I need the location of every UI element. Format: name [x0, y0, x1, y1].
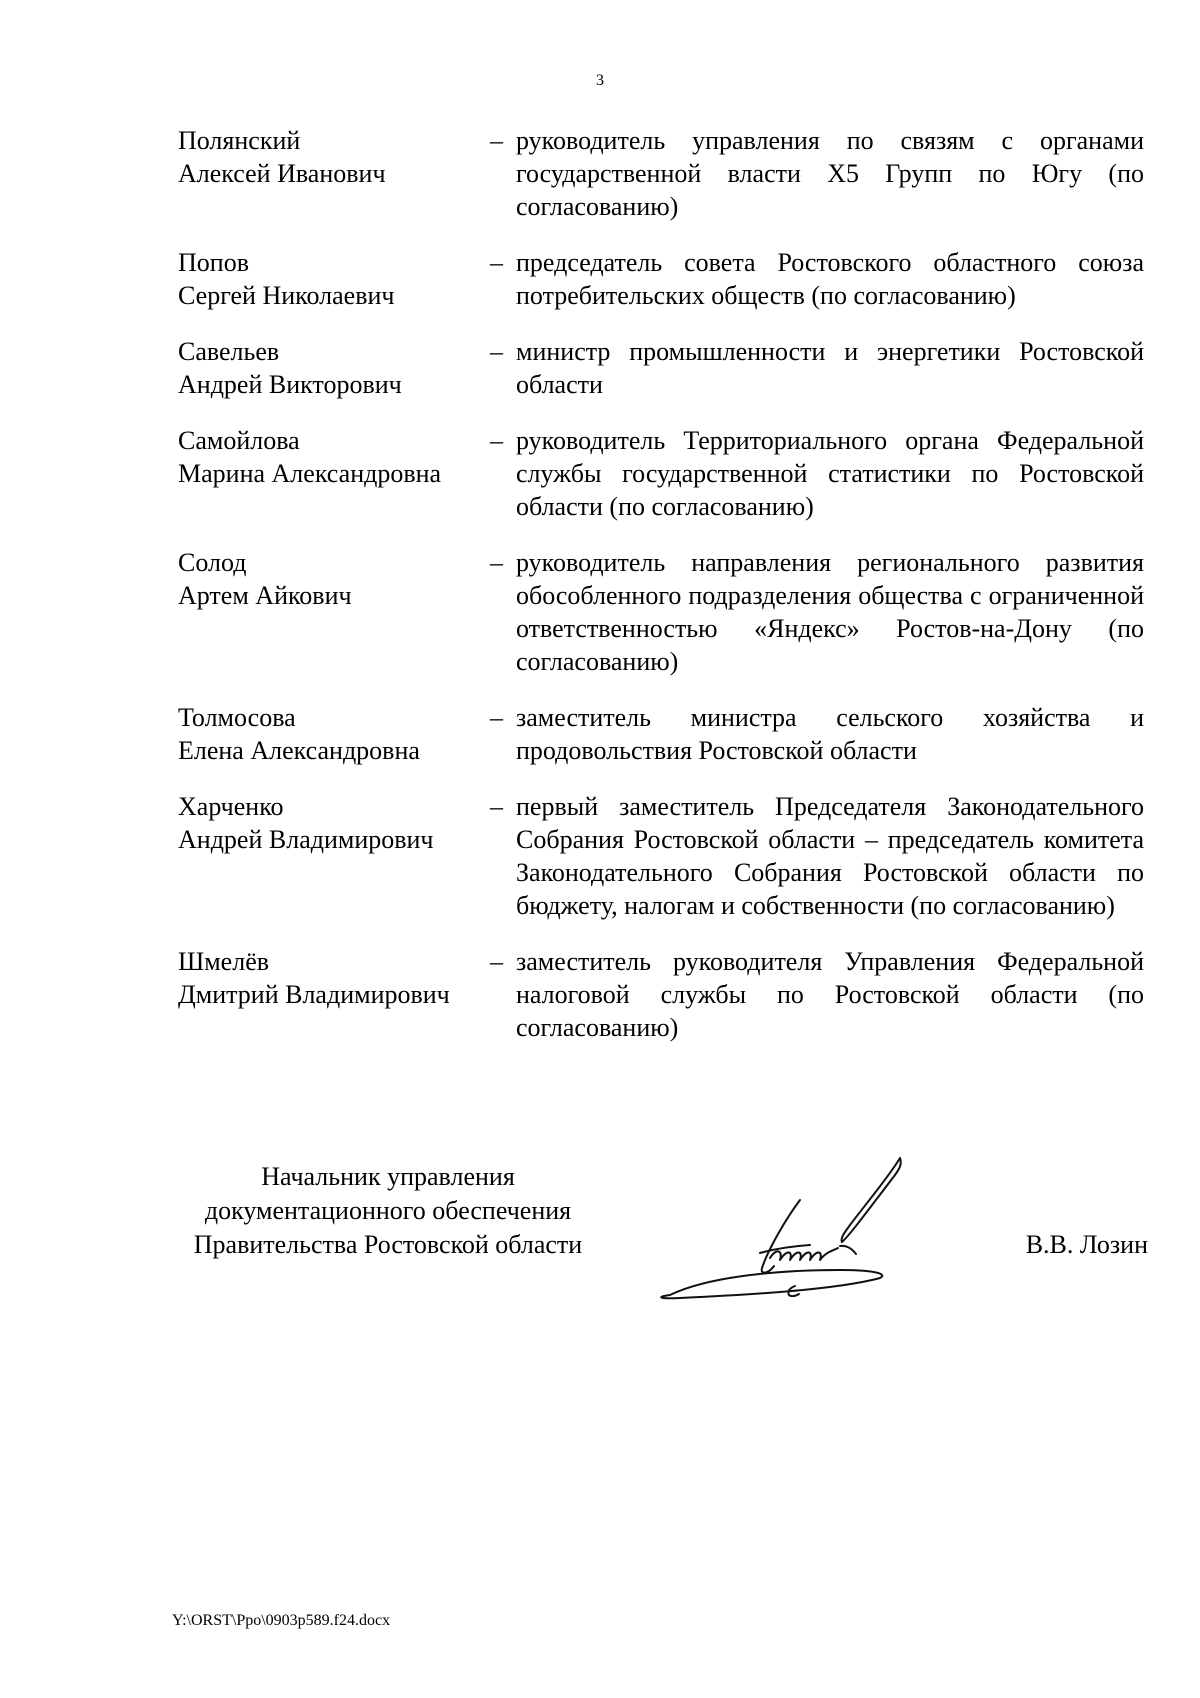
- footer-file-path: Y:\ORST\Ppo\0903p589.f24.docx: [172, 1612, 391, 1629]
- member-first-names: Артем Айкович: [178, 581, 352, 610]
- member-last-name: Толмосова: [178, 703, 296, 732]
- member-first-names: Марина Александровна: [178, 459, 442, 488]
- member-role: первый заместитель Председателя Законодательного Собрания Ростовской области – председатель комитета Законодательного Собрания Ростовской области по бюджету, налогам и собственности (по согласованию): [516, 792, 1144, 920]
- signatory-title: [168, 1160, 608, 1262]
- member-item: [178, 424, 1144, 523]
- members-list: [178, 124, 1144, 1067]
- member-last-name: Шмелёв: [178, 947, 270, 976]
- signatory-title-line: Правительства Ростовской области: [193, 1230, 583, 1259]
- member-first-names: Елена Александровна: [178, 736, 420, 765]
- member-name: [178, 124, 478, 223]
- signatory-title-line: документационного обеспечения: [204, 1196, 572, 1225]
- member-item: [178, 335, 1144, 401]
- member-item: [178, 790, 1144, 922]
- member-last-name: Харченко: [178, 792, 284, 821]
- signatory-title-line: Начальник управления: [261, 1162, 515, 1191]
- member-role: руководитель Территориального органа Федеральной службы государственной статистики по Ростовской области (по согласованию): [516, 426, 1144, 521]
- member-name: [178, 546, 478, 678]
- member-name: [178, 945, 478, 1044]
- member-item: [178, 124, 1144, 223]
- member-dash: –: [490, 426, 503, 455]
- member-last-name: Солод: [178, 548, 247, 577]
- member-name: [178, 790, 478, 922]
- member-last-name: Полянский: [178, 126, 301, 155]
- member-item: [178, 701, 1144, 767]
- member-role: руководитель управления по связям с органами государственной власти Х5 Групп по Югу (по согласованию): [516, 126, 1144, 221]
- handwritten-signature: [650, 1150, 1000, 1310]
- member-dash: –: [490, 792, 503, 821]
- member-role: министр промышленности и энергетики Ростовской области: [516, 337, 1144, 399]
- member-first-names: Дмитрий Владимирович: [178, 980, 450, 1009]
- member-item: [178, 546, 1144, 678]
- member-first-names: Андрей Владимирович: [178, 825, 434, 854]
- member-role: заместитель руководителя Управления Федеральной налоговой службы по Ростовской области (по согласованию): [516, 947, 1144, 1042]
- member-last-name: Попов: [178, 248, 249, 277]
- member-name: [178, 701, 478, 767]
- member-first-names: Сергей Николаевич: [178, 281, 395, 310]
- member-last-name: Савельев: [178, 337, 280, 366]
- member-dash: –: [490, 126, 503, 155]
- member-role: председатель совета Ростовского областного союза потребительских обществ (по согласованию): [516, 248, 1144, 310]
- member-item: [178, 945, 1144, 1044]
- member-dash: –: [490, 337, 503, 366]
- member-item: [178, 246, 1144, 312]
- member-dash: –: [490, 947, 503, 976]
- member-dash: –: [490, 703, 503, 732]
- member-last-name: Самойлова: [178, 426, 300, 455]
- member-first-names: Алексей Иванович: [178, 159, 386, 188]
- member-dash: –: [490, 248, 503, 277]
- member-name: [178, 335, 478, 401]
- signatory-name: В.В. Лозин: [1025, 1230, 1148, 1259]
- member-role: заместитель министра сельского хозяйства и продовольствия Ростовской области: [516, 703, 1144, 765]
- member-name: [178, 424, 478, 523]
- member-dash: –: [490, 548, 503, 577]
- page-number: 3: [596, 72, 604, 89]
- member-name: [178, 246, 478, 312]
- member-role: руководитель направления регионального развития обособленного подразделения общества с ограниченной ответственностью «Яндекс» Ростов-на-Дону (по согласованию): [516, 548, 1144, 676]
- member-first-names: Андрей Викторович: [178, 370, 402, 399]
